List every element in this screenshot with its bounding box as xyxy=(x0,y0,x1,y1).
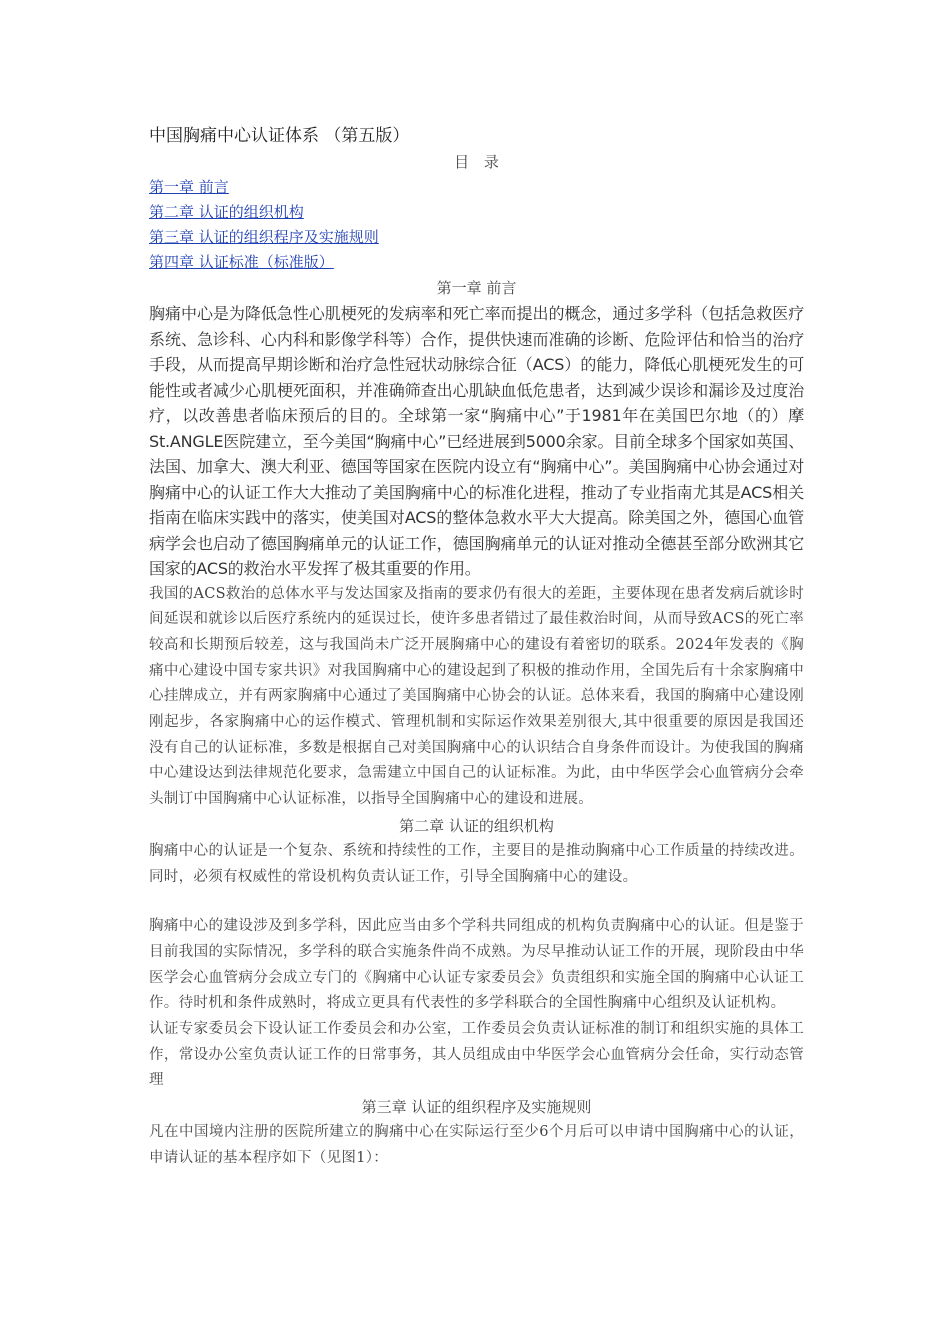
toc-link-chapter-3[interactable]: 第三章 认证的组织程序及实施规则 xyxy=(149,228,379,246)
document-title: 中国胸痛中心认证体系 （第五版） xyxy=(149,126,410,146)
chapter-1-heading: 第一章 前言 xyxy=(436,279,517,297)
chapter-3-paragraph-1: 凡在中国境内注册的医院所建立的胸痛中心在实际运行至少6个月后可以申请中国胸痛中心的认证，申请认证的基本程序如下（见图1）： xyxy=(149,1124,804,1166)
chapter-2-paragraph-1: 胸痛中心的认证是一个复杂、系统和持续性的工作，主要目的是推动胸痛中心工作质量的持续改进。同时，必须有权威性的常设机构负责认证工作，引导全国胸痛中心的建设。 xyxy=(149,842,804,885)
chapter-1-paragraph-2: 我国的ACS救治的总体水平与发达国家及指南的要求仍有很大的差距，主要体现在患者发病后就诊时间延误和就诊以后医疗系统内的延误过长，使许多患者错过了最佳救治时间，从而导致ACS的死亡率较高和长期预后较差，这与我国尚未广泛开展胸痛中心的建设有着密切的联系。2024年发表的《胸痛中心建设中国专家共识》对我国胸痛中心的建设起到了积极的推动作用，全国先后有十余家胸痛中心挂牌成立，并有两家胸痛中心通过了美国胸痛中心协会的认证。总体来看，我国的胸痛中心建设刚刚起步，各家胸痛中心的运作模式、管理机制和实际运作效果差别很大,其中很重要的原因是我国还没有自己的认证标准，多数是根据自己对美国胸痛中心的认识结合自身条件而设计。为使我国的胸痛中心建设达到法律规范化要求，急需建立中国自己的认证标准。为此，由中华医学会心血管病分会牵头制订中国胸痛中心认证标准，以指导全国胸痛中心的建设和进展。 xyxy=(149,585,804,808)
toc-link-chapter-4[interactable]: 第四章 认证标准（标准版） xyxy=(149,253,334,271)
chapter-3-heading: 第三章 认证的组织程序及实施规则 xyxy=(361,1098,592,1117)
paragraph-spacer xyxy=(149,890,804,914)
chapter-2-heading: 第二章 认证的组织机构 xyxy=(399,816,554,835)
chapter-2-paragraph-3: 认证专家委员会下设认证工作委员会和办公室，工作委员会负责认证标准的制订和组织实施的具体工作，常设办公室负责认证工作的日常事务，其人员组成由中华医学会心血管病分会任命，实行动态管理 xyxy=(149,1021,804,1089)
toc-link-chapter-1[interactable]: 第一章 前言 xyxy=(149,178,229,196)
chapter-2-paragraph-2: 胸痛中心的建设涉及到多学科，因此应当由多个学科共同组成的机构负责胸痛中心的认证。但是鉴于目前我国的实际情况，多学科的联合实施条件尚不成熟。为尽早推动认证工作的开展，现阶段由中华医学会心血管病分会成立专门的《胸痛中心认证专家委员会》负责组织和实施全国的胸痛中心认证工作。待时机和条件成熟时，将成立更具有代表性的多学科联合的全国性胸痛中心组织及认证机构。 xyxy=(149,918,804,1012)
chapter-1-paragraph-1: 胸痛中心是为降低急性心肌梗死的发病率和死亡率而提出的概念，通过多学科（包括急救医疗系统、急诊科、心内科和影像学科等）合作，提供快速而准确的诊断、危险评估和恰当的治疗手段，从而提高早期诊断和治疗急性冠状动脉综合征（ACS）的能力，降低心肌梗死发生的可能性或者减少心肌梗死面积，并准确筛查出心肌缺血低危患者，达到减少误诊和漏诊及过度治疗，以改善患者临床预后的目的。全球第一家“胸痛中心”于1981年在美国巴尔地（的）摩St.ANGLE医院建立，至今美国“胸痛中心”已经进展到5000余家。目前全球多个国家如英国、法国、加拿大、澳大利亚、德国等国家在医院内设立有“胸痛中心”。美国胸痛中心协会通过对胸痛中心的认证工作大大推动了美国胸痛中心的标准化进程，推动了专业指南尤其是ACS相关指南在临床实践中的落实，使美国对ACS的整体急救水平大大提高。除美国之外，德国心血管病学会也启动了德国胸痛单元的认证工作，德国胸痛单元的认证对推动全德甚至部分欧洲其它国家的ACS的救治水平发挥了极其重要的作用。 xyxy=(149,304,804,578)
toc-link-chapter-2[interactable]: 第二章 认证的组织机构 xyxy=(149,203,304,221)
document-content xyxy=(149,123,804,1172)
toc-heading: 目 录 xyxy=(454,153,499,171)
